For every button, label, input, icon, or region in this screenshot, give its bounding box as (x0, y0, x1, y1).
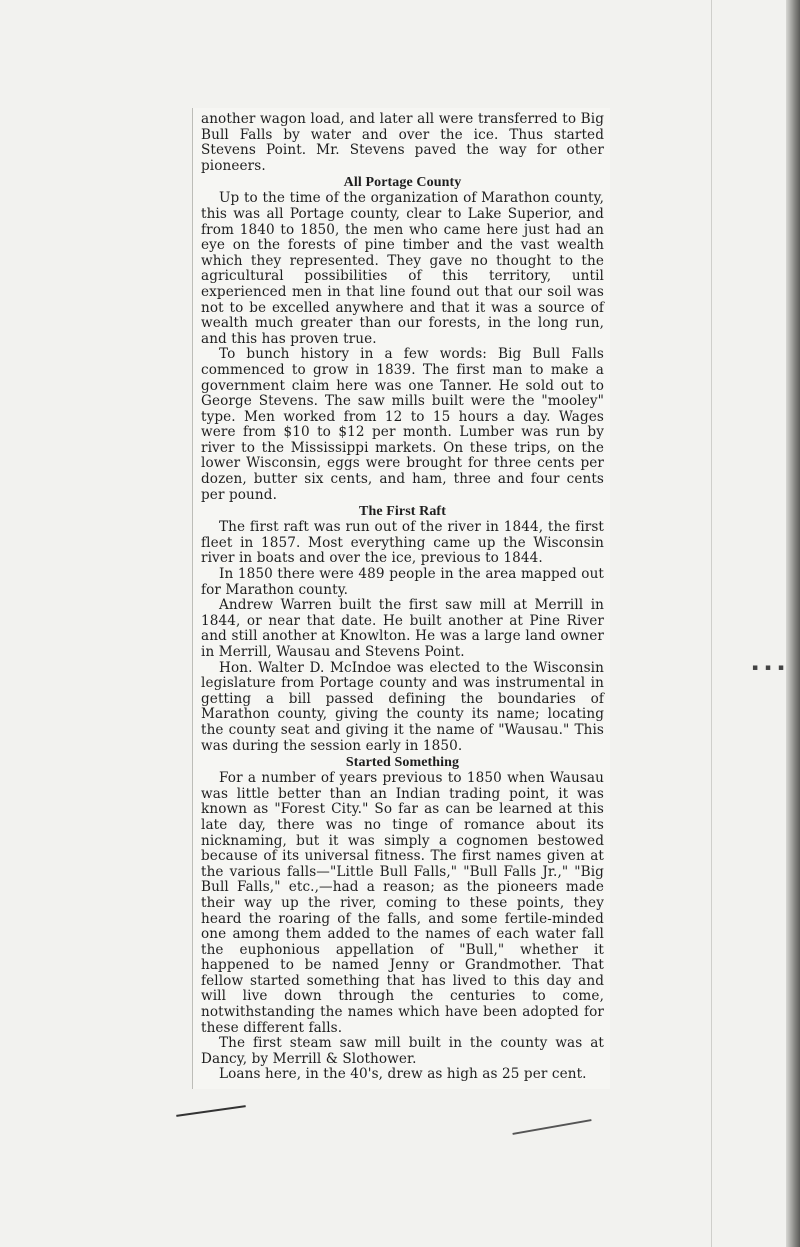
paragraph: The first raft was run out of the river in 1844, the first fleet in 1857. Most everything came up the Wisconsin river in boats and over the ice, previous to 1844. (201, 519, 604, 567)
paragraph: Hon. Walter D. McIndoe was elected to the Wisconsin legislature from Portage county and was instrumental in getting a bill passed defining the boundaries of Marathon county, giving the county its name; locating the county seat and giving it the name of "Wausau." This was during the session early in 1850. (201, 659, 604, 754)
heading-all-portage-county: All Portage County (343, 175, 462, 191)
paragraph: Andrew Warren built the first saw mill at Merrill in 1844, or near that date. He built another at Pine River and still another at Knowlton. He was a large land owner in Merrill, Wausau and Stevens Point. (201, 597, 604, 660)
paragraph: In 1850 there were 489 people in the area mapped out for Marathon county. (201, 566, 604, 598)
page-fold-line (711, 0, 712, 1247)
heading-started-something: Started Something (345, 755, 460, 771)
intro-paragraph: another wagon load, and later all were transferred to Big Bull Falls by water and over the ice. Thus started Stevens Point. Mr. Stevens paved the way for other pioneers. (201, 111, 604, 174)
paragraph: Loans here, in the 40's, drew as high as 25 per cent. (219, 1066, 587, 1083)
scan-scratch-mark (512, 1119, 591, 1135)
print-ornament: ▪ ▪ ▪ (751, 663, 786, 673)
paragraph: For a number of years previous to 1850 when Wausau was little better than an Indian trading point, it was known as "Forest City." So far as can be learned at this late day, there was no tinge of romance about its nicknaming, but it was simply a cognomen bestowed because of its universal fitness. The first names given at the various falls—"Little Bull Falls," "Bull Falls Jr.," "Big Bull Falls," etc.,—had a reason; as the pioneers made their way up the river, coming to these points, they heard the roaring of the falls, and some fertile-minded one among them added to the names of each water fall the euphonious appellation of "Bull," whether it happened to be named Jenny or Grandmother. That fellow started something that has lived to this day and will live down through the centuries to come, notwithstanding the names which have been adopted for these different falls. (201, 770, 604, 1036)
heading-the-first-raft: The First Raft (359, 504, 446, 520)
newspaper-clipping (192, 108, 610, 1089)
paragraph: To bunch history in a few words: Big Bull Falls commenced to grow in 1839. The first man to make a government claim here was one Tanner. He sold out to George Stevens. The saw mills built were the "mooley" type. Men worked from 12 to 15 hours a day. Wages were from $10 to $12 per month. Lumber was run by river to the Mississippi markets. On these trips, on the lower Wisconsin, eggs were brought for three cents per dozen, butter six cents, and ham, three and four cents per pound. (201, 346, 604, 503)
paragraph: The first steam saw mill built in the county was at Dancy, by Merrill & Slothower. (201, 1035, 604, 1067)
scan-scratch-mark (176, 1105, 246, 1117)
paragraph: Up to the time of the organization of Marathon county, this was all Portage county, clear to Lake Superior, and from 1840 to 1850, the men who came here just had an eye on the forests of pine timber and the vast wealth which they represented. They gave no thought to the agricultural possibilities of this territory, until experienced men in that line found out that our soil was not to be excelled anywhere and that it was a source of wealth much greater than our forests, in the long run, and this has proven true. (201, 190, 604, 347)
page-edge (786, 0, 800, 1247)
